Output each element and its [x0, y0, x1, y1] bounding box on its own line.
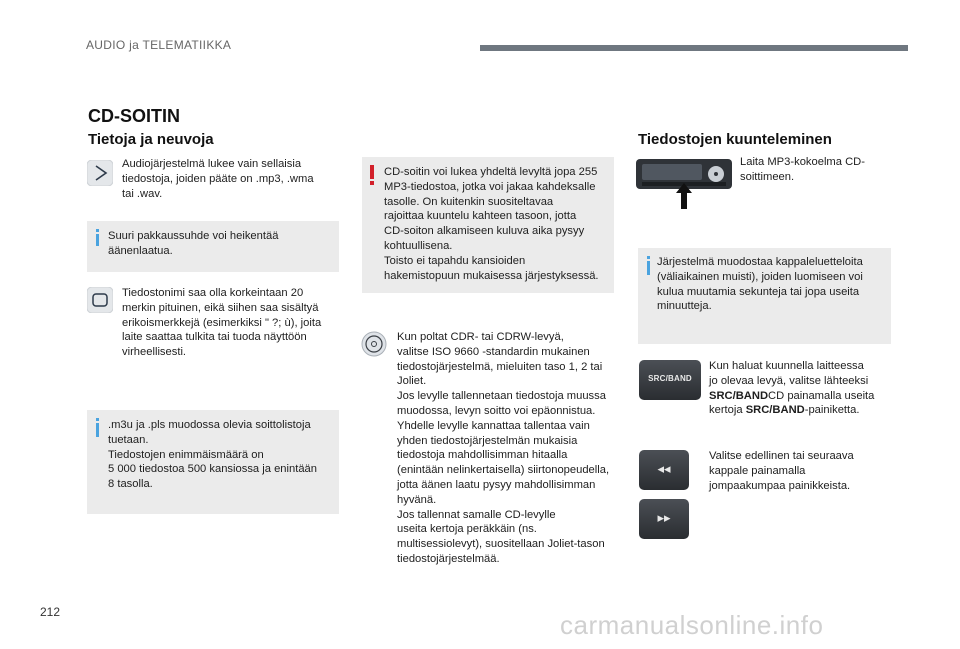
text-line: tai .wav. [122, 187, 163, 200]
text-line: kulua muutamia sekunteja tai jopa useita [657, 285, 860, 298]
text-line: tiedostojärjestelmää. [397, 552, 500, 565]
text-line: tiedostoja mahdollisimman hitaalla [397, 449, 568, 462]
text-line: (väliaikainen muisti), joiden luomiseen voi [657, 270, 863, 283]
src-band-text [709, 359, 889, 418]
previous-track-icon [639, 450, 689, 490]
rounded-square-icon [87, 287, 113, 313]
text-line: kohtuullisena. [384, 239, 453, 252]
note-2-text [108, 418, 338, 492]
text-fragment: -painiketta. [804, 404, 860, 417]
text-line: (enintään nelinkertaisella) siirtonopeudella, [397, 464, 610, 477]
text-line: kappale painamalla [709, 464, 806, 477]
text-line: multisessiolevyt), suositellaan Joliet-tason [397, 538, 605, 551]
src-band-button-icon [639, 360, 701, 400]
text-line: CD-soitin voi lukea yhdeltä levyltä jopa 255 [384, 166, 598, 178]
text-line [709, 389, 889, 404]
text-line: 8 tasolla. [108, 478, 153, 491]
prev-glyph: ◂◂ [657, 461, 671, 476]
cd-burn-text [397, 330, 619, 567]
text-line: laite saattaa tulkita tai tuoda näyttöön [122, 331, 307, 344]
note-1-text [108, 229, 333, 259]
text-line: .m3u ja .pls muodossa olevia soittolistoja [108, 419, 311, 431]
text-line: Valitse edellinen tai seuraava [709, 450, 854, 462]
text-line: Jos tallennat samalle CD-levylle [397, 508, 556, 521]
left-heading: Tietoja ja neuvoja [88, 131, 214, 148]
text-line: Laita MP3-kokoelma CD- [740, 156, 865, 168]
text-line: hakemistopuun mukaisessa järjestyksessä. [384, 269, 599, 282]
text-line: äänenlaatua. [108, 244, 173, 257]
text-line: 5 000 tiedostoa 500 kansiossa ja enintään [108, 463, 317, 476]
text-line: Järjestelmä muodostaa kappaleluetteloita [657, 256, 863, 268]
text-line: Audiojärjestelmä lukee vain sellaisia [122, 158, 302, 170]
next-track-icon [639, 499, 689, 539]
text-line: Tiedostojen enimmäismäärä on [108, 448, 264, 461]
text-line: tiedostoja, joiden pääte on .mp3, .wma [122, 172, 314, 185]
text-line: jompaakumpaa painikkeista. [709, 479, 851, 492]
text-line: merkin pituinen, eikä siihen saa sisältyä [122, 301, 319, 314]
text-line: minuutteja. [657, 300, 712, 313]
text-line: valitse ISO 9660 -standardin mukainen [397, 345, 590, 358]
text-line: Toisto ei tapahdu kansioiden [384, 254, 526, 267]
text-line: yhden tiedostojärjestelmän mukaisia [397, 434, 578, 447]
text-line: jo olevaa levyä, valitse lähteeksi [709, 374, 869, 387]
text-line: hyvänä. [397, 493, 437, 506]
text-fragment: CD painamalla useita [768, 389, 875, 402]
next-glyph: ▸▸ [657, 510, 671, 525]
play-triangle-icon [87, 160, 113, 186]
text-line: Kun haluat kuunnella laitteessa [709, 360, 864, 372]
text-line: rajoittaa kuuntelu kahteen tasoon, jotta [384, 210, 577, 223]
src-band-button-label: SRC/BAND [648, 374, 692, 383]
text-line: Yhdelle levylle kannattaa tallentaa vain [397, 419, 590, 432]
text-line: tiedostojärjestelmä, mieluiten taso 1, 2 tai [397, 360, 603, 373]
text-line: Jos levylle tallennetaan tiedostoja muussa [397, 390, 606, 403]
text-line: Kun poltat CDR- tai CDRW-levyä, [397, 331, 564, 343]
text-line: soittimeen. [740, 170, 795, 183]
info-bar-icon [647, 256, 650, 275]
prev-next-text [709, 449, 889, 493]
text-line: jotta äänen laatu pysyy mahdollisimman [397, 478, 596, 491]
section-header: AUDIO ja TELEMATIIKKA [86, 38, 232, 52]
src-band-bold: SRC/BAND [709, 389, 769, 402]
text-line: Joliet. [397, 375, 427, 388]
info-bar-icon [96, 418, 99, 437]
text-line: useita kertoja peräkkäin (ns. [397, 523, 537, 536]
text-line: virheellisesti. [122, 346, 187, 359]
watermark: carmanualsonline.info [560, 610, 824, 640]
page-title: CD-SOITIN [88, 106, 180, 126]
warning-icon [370, 165, 374, 185]
text-line: tuetaan. [108, 433, 149, 446]
cd-player-icon [636, 155, 732, 211]
text-line: tasolle. On kuitenkin suositeltavaa [384, 195, 554, 208]
text-line: MP3-tiedostoa, jotka voi jakaa kahdeksalle [384, 180, 596, 193]
text-line: CD-soiton alkamiseen kuluva aika pysyy [384, 225, 585, 238]
text-line: Suuri pakkaussuhde voi heikentää [108, 230, 279, 242]
text-fragment: kertoja [709, 404, 746, 417]
cd-disc-icon [361, 331, 387, 357]
text-line: Tiedostonimi saa olla korkeintaan 20 [122, 287, 304, 299]
note-3-text [657, 255, 887, 314]
page-number: 212 [40, 605, 61, 619]
text-line: muodossa, levyn soitto voi epäonnistua. [397, 404, 596, 417]
insert-cd-text [740, 155, 880, 185]
right-heading: Tiedostojen kuunteleminen [638, 131, 832, 148]
src-band-bold: SRC/BAND [745, 404, 805, 417]
text-line: erikoismerkkejä (esimerkiksi " ?; ù), joita [122, 316, 322, 329]
text-line [709, 403, 889, 418]
info-bar-icon [96, 229, 99, 246]
warning-text [384, 165, 610, 283]
left-paragraph-1 [122, 157, 334, 201]
left-paragraph-2 [122, 286, 337, 360]
header-bar [480, 45, 908, 51]
